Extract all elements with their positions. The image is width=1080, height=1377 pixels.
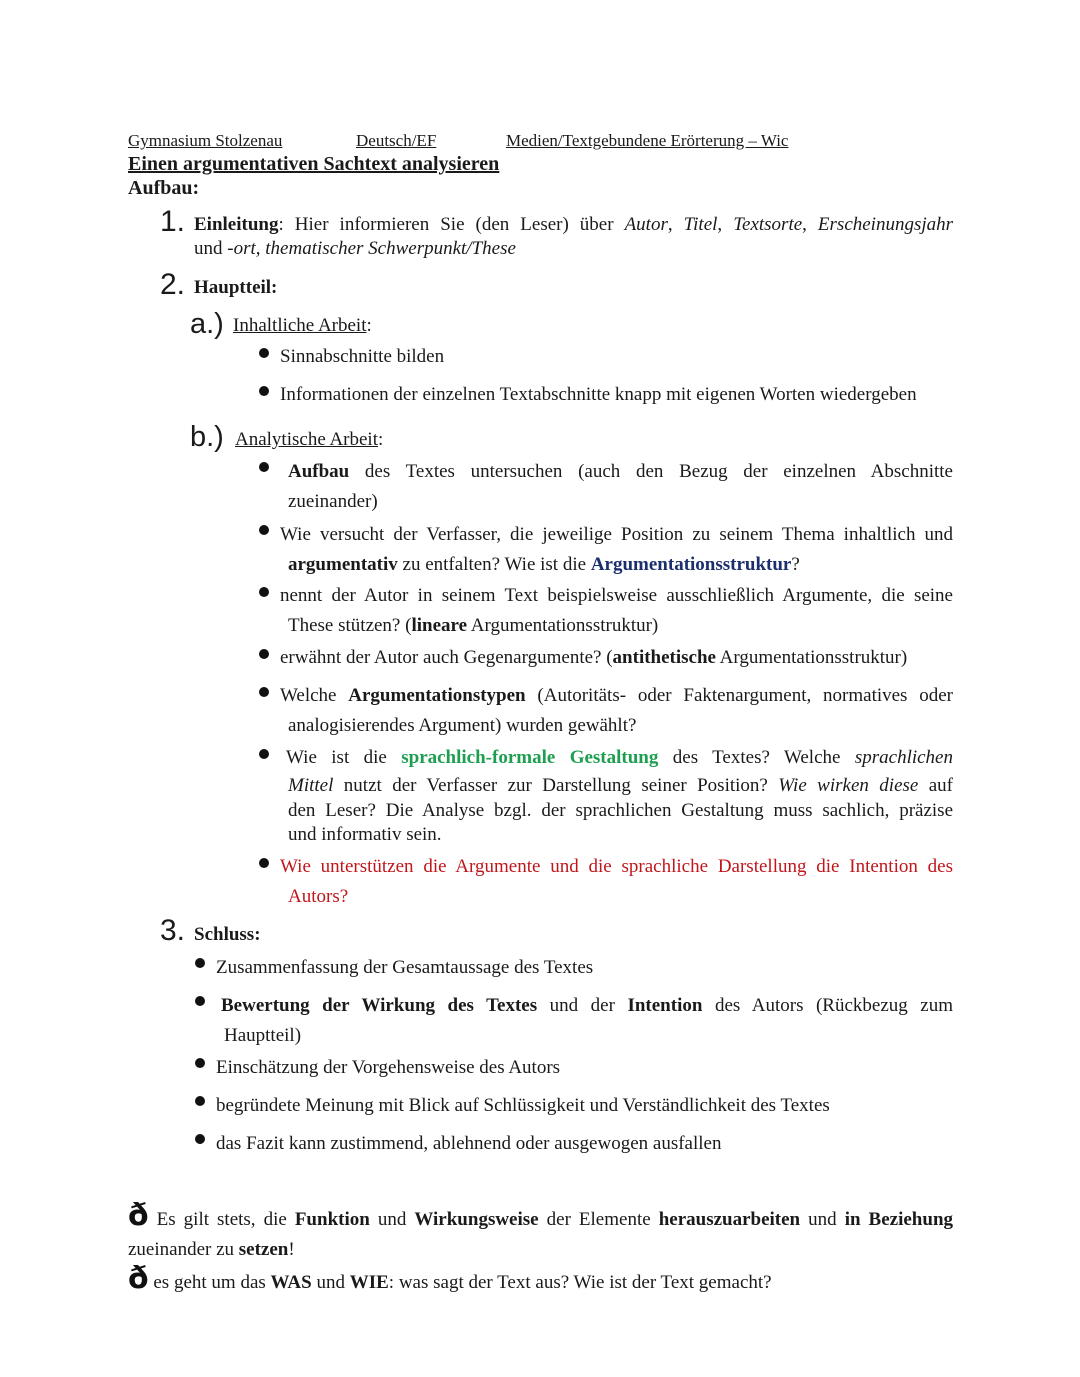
bullet-dot [259,687,269,697]
page-body [128,128,954,200]
list-item: nennt der Autor in seinem Text beispielsweise ausschließlich Argumente, die seine These stützen? (lineare Argumentationsstruktur) [280,585,953,636]
section-2-number: 2. [160,268,186,301]
note-2: ð es geht um das WAS und WIE: was sagt der Text aus? Wie ist der Text gemacht? [128,1261,772,1296]
bullet-dot [259,649,269,659]
header-school: Gymnasium Stolzenau [128,131,283,150]
list-item: Welche Argumentationstypen (Autoritäts- oder Faktenargument, normatives oder analogisierendes Argument) wurden gewählt? [280,685,953,736]
list-item: Informationen der einzelnen Textabschnitte knapp mit eigenen Worten wiedergeben [280,384,917,405]
bullet-dot [259,749,269,759]
list-item: das Fazit kann zustimmend, ablehnend oder ausgewogen ausfallen [216,1133,722,1154]
list-item: Wie unterstützen die Argumente und die sprachliche Darstellung die Intention des Autors? [280,856,953,907]
list-item: Einschätzung der Vorgehensweise des Autors [216,1057,561,1078]
bullet-dot [259,525,269,535]
bullet-dot [195,1134,205,1144]
section-1-number: 1. [160,205,186,238]
bullet-dot [259,386,269,396]
list-item: Wie ist die sprachlich-formale Gestaltung des Textes? Welche sprachlichen Mittel nutzt der Verfasser zur Darstellung seiner Position? Wie wirken diese auf den Leser? Die Analyse bzgl. der sprachlichen Gestaltung muss sachlich, präzise und informativ sein. [286,747,953,845]
list-item: begründete Meinung mit Blick auf Schlüssigkeit und Verständlichkeit des Textes [216,1095,830,1116]
header-topic: Medien/Textgebundene Erörterung – Wic [506,131,789,150]
list-item: Sinnabschnitte bilden [280,346,445,367]
document-header [128,128,954,152]
einleitung-label: Einleitung [194,214,279,235]
subsection-b-heading: Analytische Arbeit: [235,429,384,450]
bullet-dot [195,1058,205,1068]
subsection-a-heading: Inhaltliche Arbeit: [233,315,372,336]
list-item: erwähnt der Autor auch Gegenargumente? (antithetische Argumentationsstruktur) [280,647,908,668]
bullet-dot [195,958,205,968]
subsection-b-marker: b.) [190,421,224,453]
bullet-dot [259,462,269,472]
header-course: Deutsch/EF [356,131,437,150]
list-item: Bewertung der Wirkung des Textes und der Intention des Autors (Rückbezug zum Hauptteil) [221,995,954,1046]
section-1-einleitung: Einleitung: Hier informieren Sie (den Leser) über Autor, Titel, Textsorte, Erscheinungsjahr und -ort, thematischer Schwerpunkt/These [194,214,954,259]
list-item: Wie versucht der Verfasser, die jeweilige Position zu seinem Thema inhaltlich und argumentativ zu entfalten? Wie ist die Argumentationsstruktur? [280,524,953,575]
aufbau-heading: Aufbau: [128,177,200,199]
note-1: ð Es gilt stets, die Funktion und Wirkungsweise der Elemente herauszuarbeiten und in Beziehung zueinander zu setzen! [128,1198,954,1260]
hauptteil-label: Hauptteil: [194,277,278,298]
bullet-dot [259,587,269,597]
bullet-dot [195,1096,205,1106]
arrow-symbol-icon: ð [128,1198,149,1233]
document-title: Einen argumentativen Sachtext analysieren [128,153,500,175]
subsection-a-marker: a.) [190,308,224,340]
schluss-label: Schluss: [194,924,261,945]
list-item: Zusammenfassung der Gesamtaussage des Textes [216,957,594,978]
list-item: Aufbau des Textes untersuchen (auch den Bezug der einzelnen Abschnitte zueinander) [288,461,953,512]
bullet-dot [259,858,269,868]
arrow-symbol-icon: ð [128,1261,149,1296]
bullet-dot [195,996,205,1006]
section-3-number: 3. [160,914,186,947]
bullet-dot [259,348,269,358]
